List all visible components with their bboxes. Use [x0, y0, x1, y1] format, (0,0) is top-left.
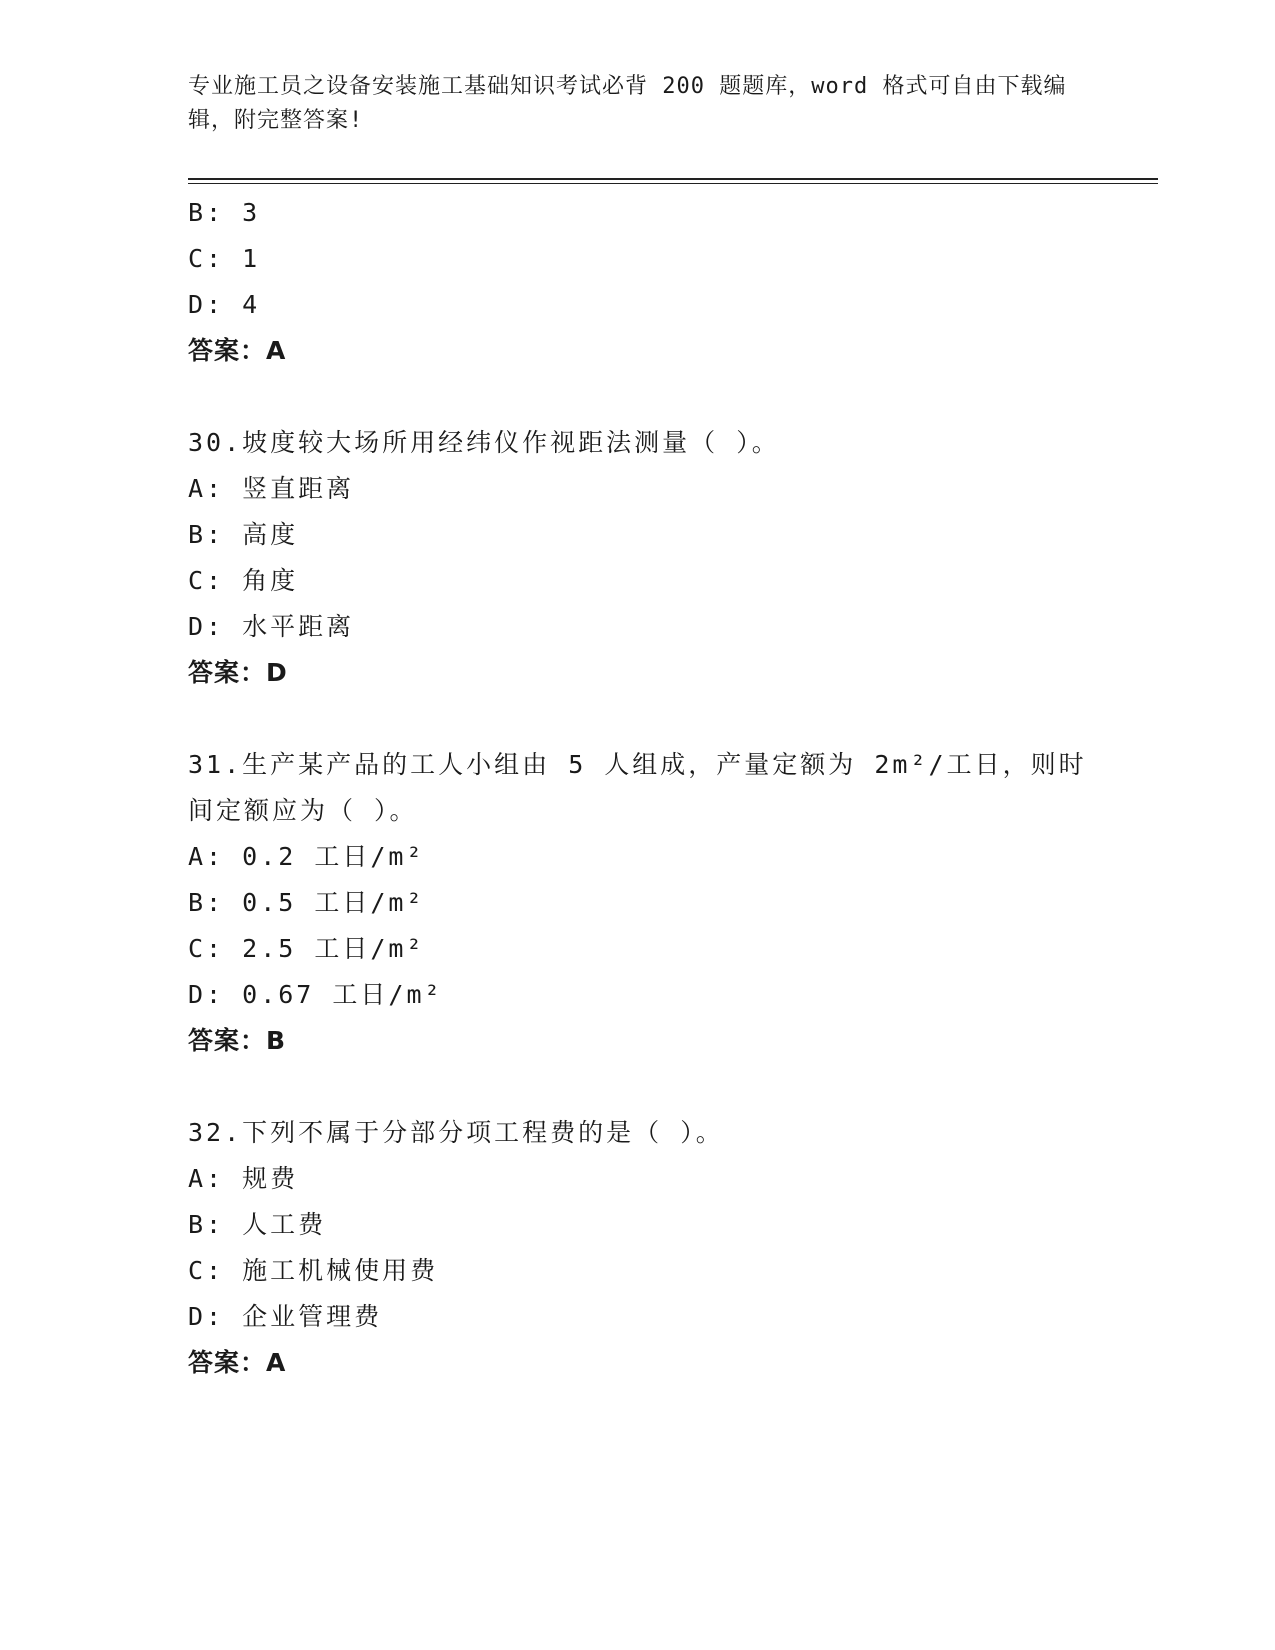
- question-stem: 30.坡度较大场所用经纬仪作视距法测量（ ）。: [188, 428, 780, 457]
- question-block-31: [188, 742, 1158, 1064]
- question-block-29: [188, 190, 1158, 374]
- option-d: D: 企业管理费: [188, 1302, 383, 1331]
- option-b: B: 3: [188, 198, 261, 227]
- option-c: C: 2.5 工日/m²: [188, 934, 425, 963]
- question-block-32: [188, 1110, 1158, 1386]
- answer-line: 答案：A: [188, 1348, 287, 1377]
- option-d: D: 4: [188, 290, 261, 319]
- option-c: C: 施工机械使用费: [188, 1256, 439, 1285]
- question-stem: 32.下列不属于分部分项工程费的是（ ）。: [188, 1118, 724, 1147]
- question-list: [188, 190, 1158, 1386]
- header-rule-bottom: [188, 183, 1158, 184]
- option-c: C: 1: [188, 244, 261, 273]
- option-d: D: 水平距离: [188, 612, 355, 641]
- answer-line: 答案：A: [188, 336, 287, 365]
- answer-line: 答案：B: [188, 1026, 287, 1055]
- option-b: B: 0.5 工日/m²: [188, 888, 425, 917]
- option-a: A: 规费: [188, 1164, 299, 1193]
- question-block-30: [188, 420, 1158, 696]
- spacer: [188, 696, 1158, 742]
- header-rule-top: [188, 178, 1158, 180]
- option-d: D: 0.67 工日/m²: [188, 980, 443, 1009]
- option-c: C: 角度: [188, 566, 299, 595]
- spacer: [188, 374, 1158, 420]
- question-stem: 31.生产某产品的工人小组由 5 人组成，产量定额为 2m²/工日，则时间定额应为（ ）。: [188, 750, 1087, 825]
- spacer: [188, 1064, 1158, 1110]
- answer-line: 答案：D: [188, 658, 288, 687]
- option-a: A: 竖直距离: [188, 474, 355, 503]
- option-a: A: 0.2 工日/m²: [188, 842, 425, 871]
- option-b: B: 高度: [188, 520, 299, 549]
- page-header: 专业施工员之设备安装施工基础知识考试必背 200 题题库，word 格式可自由下载编辑，附完整答案!: [188, 74, 1067, 133]
- option-b: B: 人工费: [188, 1210, 327, 1239]
